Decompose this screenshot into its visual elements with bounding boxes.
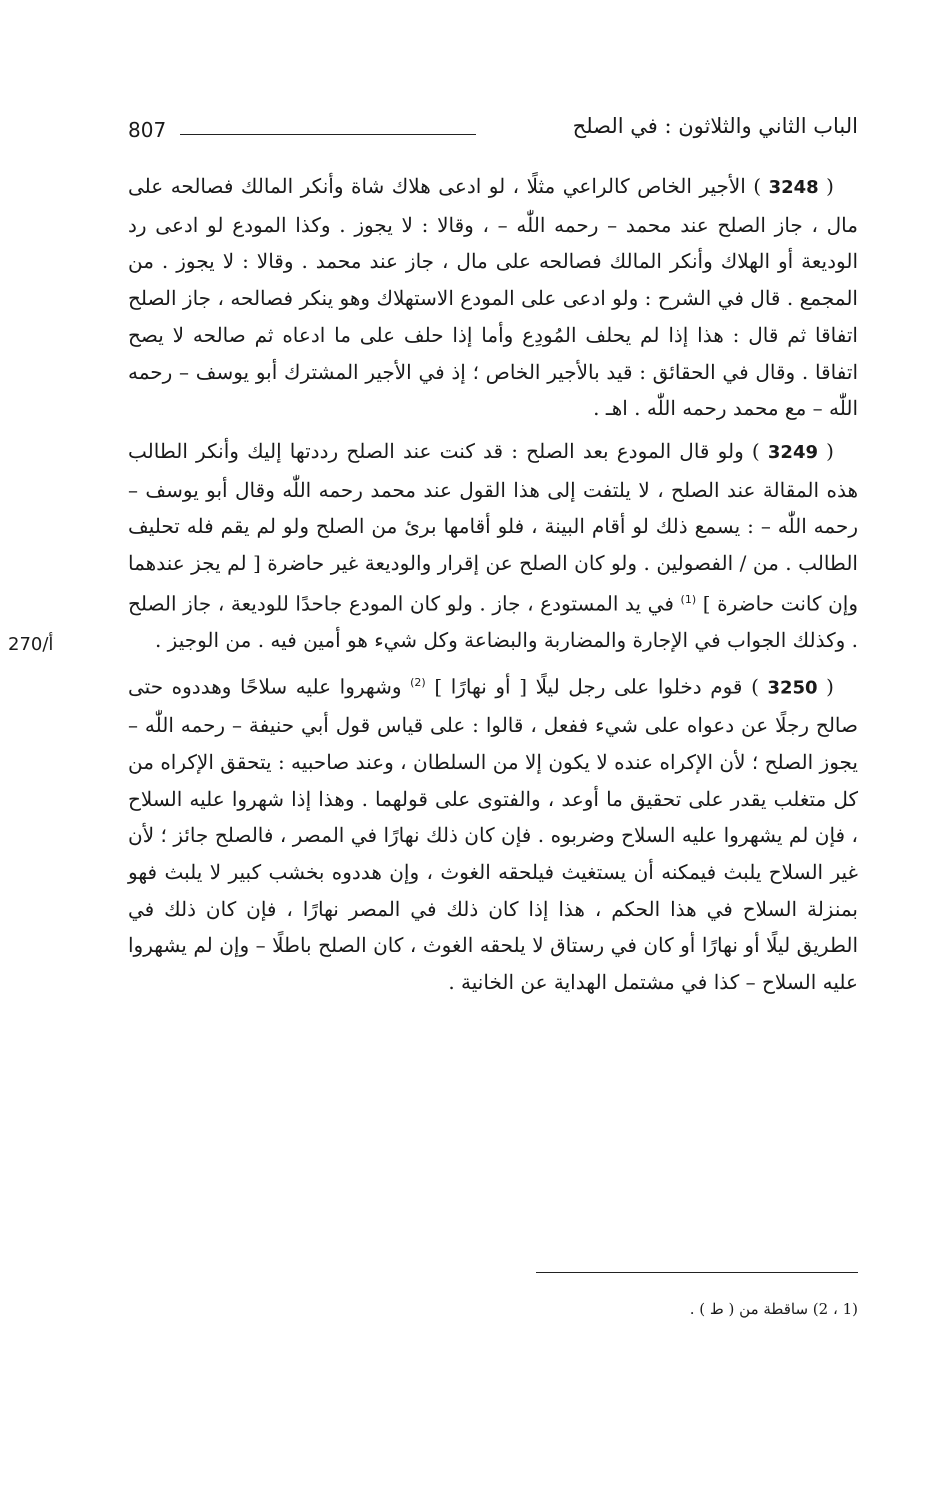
header-rule — [180, 134, 476, 135]
paragraph-3248: ( 3248 ) الأجير الخاص كالراعي مثلًا ، لو ادعى هلاك شاة وأنكر المالك فصالحه على مال ، جاز الصلح عند محمد – رحمه اللّٰه – ، وقالا : لا يجوز . وكذا المودع لو ادعى رد الوديعة أو الهلاك وأنكر المالك فصالحه على مال ، جاز عند محمد . وقالا : لا يجوز . من المجمع . قال في الشرح : ولو ادعى على المودع الاستهلاك وهو ينكر فصالحه ، جاز الصلح اتفاقا ثم قال : هذا إذا لم يحلف المُودِع وأما إذا حلف على ما ادعاه ثم صالحه لا يصح اتفاقا . وقال في الحقائق : قيد بالأجير الخاص ؛ إذ في الأجير المشترك أبو يوسف – رحمه اللّٰه – مع محمد رحمه اللّٰه . اهـ . — [128, 174, 858, 421]
footnote: (1 ، 2) ساقطة من ( ط ) . — [689, 1300, 858, 1318]
paragraph-3249: ( 3249 ) ولو قال المودع بعد الصلح : قد كنت عند الصلح رددتها إليك وأنكر الطالب هذه المقالة عند الصلح ، لا يلتفت إلى هذا القول عند محمد رحمه اللّٰه وقال أبو يوسف – رحمه اللّٰه – : يسمع ذلك لو أقام البينة ، فلو أقامها برئ من الصلح ولو لم يقم فله تحليف الطالب . من / الفصولين . ولو كان الصلح عن إقرار والوديعة غير حاضرة [ لم يجز عندهما وإن كانت حاضرة ] $^{(1)}$ في يد المستودع ، جاز . ولو كان المودع جاحدًا للوديعة ، جاز الصلح . وكذلك الجواب في الإجارة والمضاربة والبضاعة وكل شيء هو أمين فيه . من الوجيز . — [128, 438, 859, 653]
paragraph-text: الأجير الخاص كالراعي مثلًا ، لو ادعى هلاك شاة وأنكر المالك فصالحه على مال ، جاز الصلح عند محمد – رحمه اللّٰه – ، وقالا : لا يجوز . وكذا المودع لو ادعى رد الوديعة أو الهلاك وأنكر المالك فصالحه على مال ، جاز عند محمد . وقالا : لا يجوز . من المجمع . قال في الشرح : ولو ادعى على المودع الاستهلاك وهو ينكر فصالحه ، جاز الصلح اتفاقا ثم قال : هذا إذا لم يحلف المُودِع وأما إذا حلف على ما ادعاه ثم صالحه لا يصح اتفاقا . وقال في الحقائق : قيد بالأجير الخاص ؛ إذ في الأجير المشترك أبو يوسف – رحمه اللّٰه – مع محمد رحمه اللّٰه . اهـ . — [128, 174, 858, 421]
paragraph-number: 3248 — [768, 177, 819, 198]
page-number: 807 — [128, 118, 167, 142]
paragraph-number: 3249 — [767, 441, 818, 463]
paragraph-number: 3250 — [767, 677, 818, 699]
footnote-rule — [536, 1272, 858, 1273]
manuscript-folio-marker: 270/أ — [8, 634, 54, 655]
paragraph-text: قوم دخلوا على رجل ليلًا [ أو نهارًا ] — [434, 674, 743, 699]
paragraph-text: ولو قال المودع بعد الصلح : قد كنت عند الصلح رددتها إليك وأنكر الطالب هذه المقالة عند الصلح ، لا يلتفت إلى هذا القول عند محمد رحمه اللّٰه وقال أبو يوسف – رحمه اللّٰه – : يسمع ذلك لو أقام البينة ، فلو أقامها برئ من الصلح ولو لم يقم فله تحليف الطالب . من / الفصولين . ولو كان الصلح عن إقرار والوديعة غير حاضرة [ لم يجز عندهما وإن كانت حاضرة ] — [128, 438, 859, 616]
paragraph-text: في يد المستودع ، جاز . ولو كان المودع جاحدًا للوديعة ، جاز الصلح . وكذلك الجواب في الإجارة والمضاربة والبضاعة وكل شيء هو أمين فيه . من الوجيز . — [128, 591, 858, 653]
footnote-reference: (2) — [410, 675, 426, 689]
running-header — [128, 112, 858, 156]
main-text — [128, 168, 858, 1007]
chapter-title: الباب الثاني والثلاثون : في الصلح — [572, 114, 858, 138]
paragraph-3250: ( 3250 ) قوم دخلوا على رجل ليلًا [ أو نهارًا ] $^{(2)}$ وشهروا عليه سلاحًا وهددوه حتى صالح رجلًا عن دعواه على شيء ففعل ، قالوا : على قياس قول أبي حنيفة – رحمه اللّٰه – يجوز الصلح ؛ لأن الإكراه عنده لا يكون إلا من السلطان ، وعند صاحبيه : يتحقق الإكراه من كل متغلب يقدر على تحقيق ما أوعد ، والفتوى على قولهما . وهذا إذا شهروا عليه السلاح ، فإن لم يشهروا عليه السلاح وضربوه . فإن كان ذلك نهارًا في المصر ، فالصلح جائز ؛ لأن غير السلاح يلبث فيمكنه أن يستغيث فيلحقه الغوث ، وإن هددوه بخشب كبير لا يلبث فهو بمنزلة السلاح في هذا الحكم ، هذا إذا كان ذلك في المصر نهارًا ، فإن كان ذلك في الطريق ليلًا أو نهارًا أو كان في رستاق لا يلحقه الغوث ، كان الصلح باطلًا – وإن لم يشهروا عليه السلاح – كذا في مشتمل الهداية عن الخانية . — [128, 674, 859, 995]
footnote-reference: (1) — [680, 592, 697, 606]
paragraph-text: وشهروا عليه سلاحًا وهددوه حتى صالح رجلًا عن دعواه على شيء ففعل ، قالوا : على قياس قول أبي حنيفة – رحمه اللّٰه – يجوز الصلح ؛ لأن الإكراه عنده لا يكون إلا من السلطان ، وعند صاحبيه : يتحقق الإكراه من كل متغلب يقدر على تحقيق ما أوعد ، والفتوى على قولهما . وهذا إذا شهروا عليه السلاح ، فإن لم يشهروا عليه السلاح وضربوه . فإن كان ذلك نهارًا في المصر ، فالصلح جائز ؛ لأن غير السلاح يلبث فيمكنه أن يستغيث فيلحقه الغوث ، وإن هددوه بخشب كبير لا يلبث فهو بمنزلة السلاح في هذا الحكم ، هذا إذا كان ذلك في المصر نهارًا ، فإن كان ذلك في الطريق ليلًا أو نهارًا أو كان في رستاق لا يلحقه الغوث ، كان الصلح باطلًا – وإن لم يشهروا عليه السلاح – كذا في مشتمل الهداية عن الخانية . — [128, 674, 859, 995]
